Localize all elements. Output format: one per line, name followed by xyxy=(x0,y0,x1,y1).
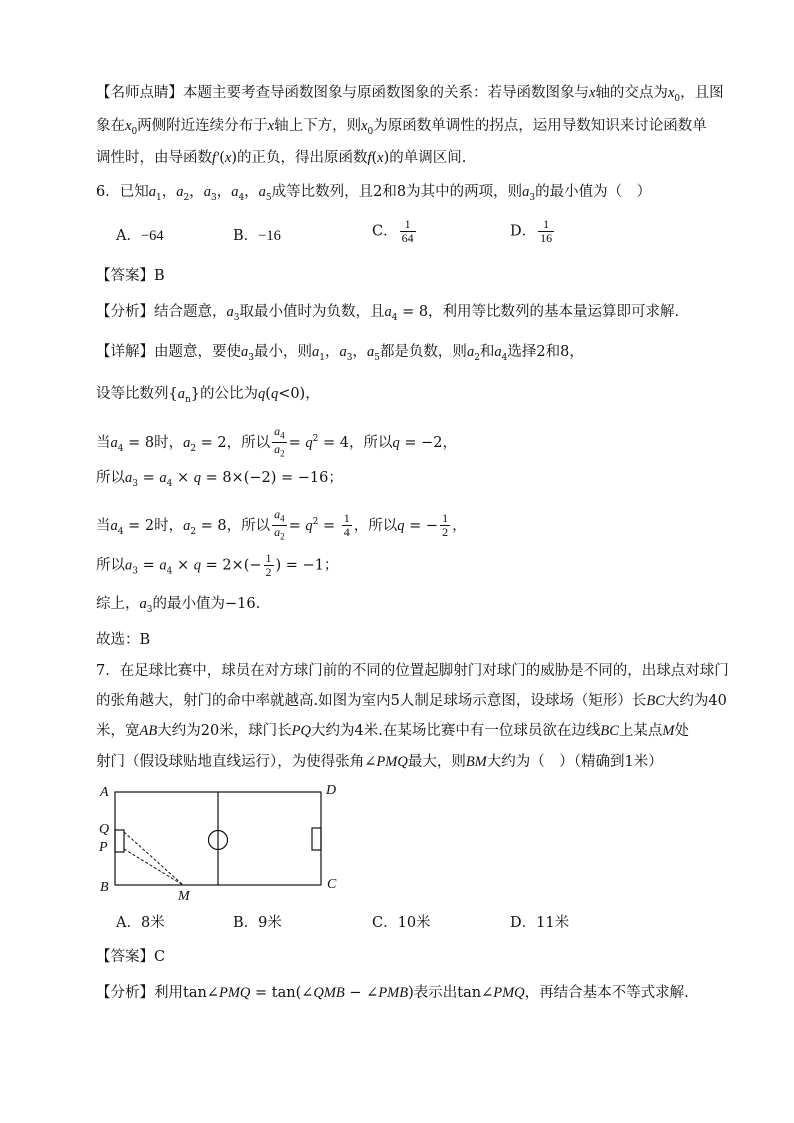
label-b: B xyxy=(100,880,109,895)
q6-option-a: A．−64 xyxy=(116,228,164,244)
q7-line-3: 米，宽AB大约为20米，球门长PQ大约为4米.在某场比赛中有一位球员欲在边线BC上某点M处 xyxy=(96,723,689,739)
soccer-field-figure xyxy=(96,780,356,905)
q6-detail-7: 综上，$a_3$的最小值为−16. xyxy=(96,596,261,615)
q6-detail-6: 所以$a_3 = a_4 \times q = 2\times(-$ $\frac{1}{2}$ ) = −1； xyxy=(96,551,339,579)
q7-option-c: C．10米 xyxy=(372,915,431,931)
q6-answer-value: B xyxy=(154,268,165,284)
q7-option-d: D．11米 xyxy=(510,915,570,931)
q6-detail-5: 当$a_4 = 2$时，$a_2 = 8$，所以 $\frac{a_4}{a_2}$ = $q^2$ = $\frac{1}{4}$ ，所以q = − $\frac{1}{2}$ ， xyxy=(96,507,467,542)
tip-line-1: 【名师点睛】本题主要考查导函数图象与原函数图象的关系：若导函数图象与x轴的交点为$x_0$，且图 xyxy=(96,85,724,104)
q7-option-b: B．9米 xyxy=(233,915,282,931)
label-a: A xyxy=(100,785,109,800)
label-d: D xyxy=(326,783,337,798)
q6-analysis: 【分析】结合题意，$a_3$取最小值时为负数，且$a_4 = 8$，利用等比数列的基本量运算即可求解. xyxy=(96,304,680,323)
q7-line-4: 射门（假设球贴地直线运行），为使得张角∠PMQ最大，则BM大约为（ ）（精确到1米） xyxy=(96,754,663,770)
right-goal-box xyxy=(312,828,321,850)
q6-answer xyxy=(96,266,165,286)
left-goal-box xyxy=(115,830,124,852)
q7-answer-tag: 【答案】 xyxy=(96,949,154,965)
q6-option-b: B．−16 xyxy=(233,228,281,244)
q6-answer-tag: 【答案】 xyxy=(96,268,154,284)
q6-stem: 6．已知$a_1$，$a_2$，$a_3$，$a_4$，$a_5$成等比数列，且2和8为其中的两项，则$a_3$的最小值为（ ） xyxy=(96,184,652,203)
q6-detail-4: 所以$a_3 = a_4 \times q = 8\times(-2) = -16$； xyxy=(96,470,343,489)
tip-line-3: 调性时，由导函数f′(x)的正负，得出原函数f(x)的单调区间. xyxy=(96,150,467,166)
line-qm xyxy=(124,832,183,885)
q6-option-c: C． $\frac{1}{64}$ xyxy=(372,217,414,245)
label-m: M xyxy=(178,889,190,904)
tip-line-2: 象在$x_0$两侧附近连续分布于x轴上下方，则$x_0$为原函数单调性的拐点，运用导数知识来讨论函数单 xyxy=(96,118,707,137)
line-pm xyxy=(124,849,183,885)
q7-answer xyxy=(96,947,165,967)
q7-line-1: 7．在足球比赛中，球员在对方球门前的不同的位置起脚射门对球门的威胁是不同的，出球点对球门 xyxy=(96,663,729,679)
q7-line-2: 的张角越大，射门的命中率就越高.如图为室内5人制足球场示意图，设球场（矩形）长BC大约为40 xyxy=(96,693,727,709)
q6-detail-8: 故选：B xyxy=(96,632,151,648)
q7-answer-value: C xyxy=(154,949,166,965)
tip-tag: 【名师点睛】 xyxy=(96,85,183,101)
q6-detail-3: 当$a_4 = 8$时，$a_2 = 2$，所以 $\frac{a_4}{a_2}$ = $q^2 = 4$，所以q = −2， xyxy=(96,424,457,459)
q7-analysis: 【分析】利用tan∠PMQ = tan(∠QMB − ∠PMB)表示出tan∠PMQ，再结合基本不等式求解. xyxy=(96,985,689,1001)
q7-option-a: A．8米 xyxy=(116,915,165,931)
q6-detail-2: 设等比数列$\{a_n\}$的公比为q(q<0)， xyxy=(96,386,320,405)
q6-option-d: D． $\frac{1}{16}$ xyxy=(510,217,553,245)
label-c: C xyxy=(327,877,337,892)
q6-detail-1: 【详解】由题意，要使$a_3$最小，则$a_1$，$a_3$，$a_5$都是负数，则$a_2$和$a_4$选择2和8， xyxy=(96,344,584,363)
label-p: P xyxy=(99,840,108,855)
label-q: Q xyxy=(99,822,110,837)
